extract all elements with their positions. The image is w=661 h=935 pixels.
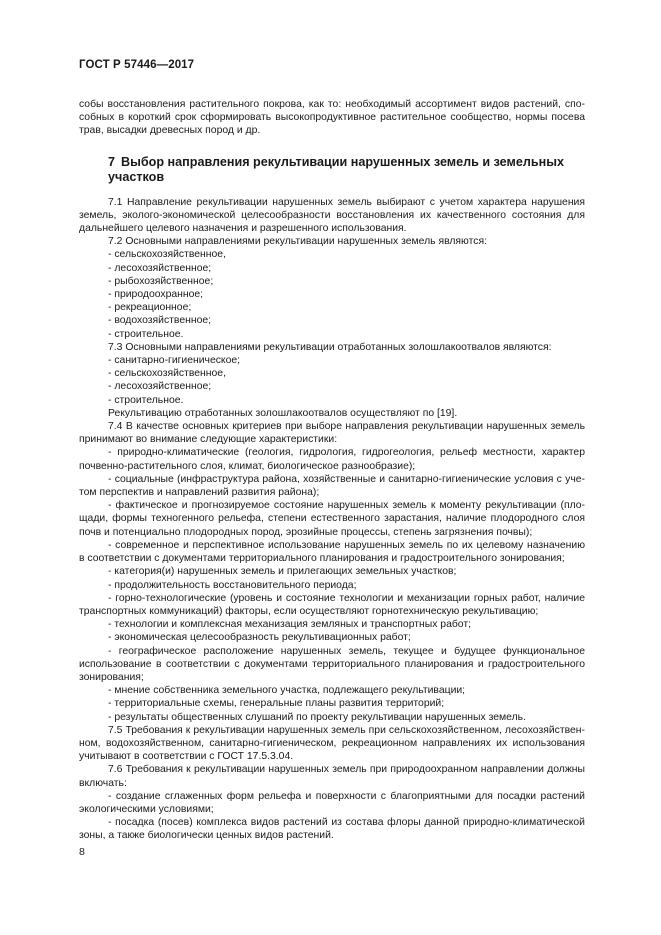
paragraph: 7.4 В качестве основных критериев при выборе направления рекультивации нарушенных земель принимают во внимание следующие характеристики:: [79, 421, 585, 446]
paragraph: - строительное.: [108, 328, 184, 340]
paragraph: собы восстановления растительного покрова, как то: необходимый ассортимент видов растений, способных в короткий срок сформировать высокопродуктивное растительное сообщество, нормы посева трав, высадки древесных пород и др.: [79, 99, 585, 137]
paragraph: 7.1 Направление рекультивации нарушенных земель выбирают с учетом характера нарушения земель, эколого-экономической целесообразности восстановления их качественного состояния для дальнейшего целевого назначения и разрешенного использования.: [79, 196, 585, 235]
paragraph: 7.2 Основными направлениями рекультивации нарушенных земель являются:: [108, 236, 487, 248]
document-code-header: ГОСТ Р 57446—2017: [79, 59, 195, 71]
paragraph: - экономическая целесообразность рекультивационных работ;: [108, 632, 411, 644]
paragraph: - лесохозяйственное;: [108, 381, 212, 393]
section-heading: [79, 155, 585, 186]
paragraph: - рекреационное;: [108, 302, 192, 314]
paragraph: - территориальные схемы, генеральные планы развития территорий;: [108, 698, 445, 710]
paragraph: - водохозяйственное;: [108, 315, 212, 327]
paragraph: 7.3 Основными направлениями рекультивации отработанных золошлакоотвалов являются:: [108, 341, 552, 353]
paragraph: - технологии и комплексная механизация земляных и транспортных работ;: [108, 619, 472, 631]
paragraph: - продолжительность восстановительного периода;: [108, 579, 357, 591]
paragraph: - природоохранное;: [108, 289, 204, 301]
paragraph: - категория(и) нарушенных земель и прилегающих земельных участков;: [108, 566, 457, 578]
page-number: 8: [79, 846, 85, 858]
paragraph: Рекультивацию отработанных золошлакоотвалов осуществляют по [19].: [108, 407, 458, 419]
section-number: 7: [108, 154, 116, 169]
paragraph: - сельскохозяйственное,: [108, 249, 226, 261]
document-body: [79, 98, 585, 843]
paragraph: - лесохозяйственное;: [108, 262, 212, 274]
paragraph: - социальные (инфраструктура района, хозяйственные и санитарно-гигиенические условия с учетом перспектив и направлений развития района);: [79, 473, 585, 499]
paragraph: - фактическое и прогнозируемое состояние нарушенных земель к моменту рекультивации (площади, формы техногенного рельефа, степени естественного зарастания, наличие плодородного слоя почв и потенциально плодородных пород, эрозийные процессы, степень загрязнения почвы);: [79, 500, 585, 538]
paragraph: - рыбохозяйственное;: [108, 275, 214, 287]
paragraph: 7.5 Требования к рекультивации нарушенных земель при сельскохозяйственном, лесохозяйственном, водохозяйственном, санитарно-гигиеническом, рекреационном направлениях их использования учитывают в соответствии с ГОСТ 17.5.3.04.: [79, 724, 585, 763]
paragraph: - природно-климатические (геология, гидрология, гидрогеология, рельеф местности, характер почвенно-растительного слоя, климат, биологическое разнообразие);: [79, 447, 585, 472]
paragraph: - создание сглаженных форм рельефа и поверхности с благоприятными для посадки растений экологическими условиями;: [79, 790, 585, 815]
paragraph: - географическое расположение нарушенных земель, текущее и будущее функциональное использование в соответствии с документами территориального планирования и градостроительного зонирования;: [79, 645, 585, 683]
paragraph: - современное и перспективное использование нарушенных земель по их целевому назначению в соответствии с документами территориального планирования и градостроительного зонирования;: [79, 539, 585, 565]
paragraph: - мнение собственника земельного участка, подлежащего рекультивации;: [108, 685, 466, 697]
paragraph: 7.6 Требования к рекультивации нарушенных земель при природоохранном направлении должны включать:: [79, 764, 585, 789]
paragraph: - строительное.: [108, 394, 184, 406]
paragraph: - горно-технологические (уровень и состояние технологии и механизации горных работ, наличие транспортных коммуникаций) факторы, если осуществляют горнотехническую рекультивацию;: [79, 592, 585, 617]
paragraph: - сельскохозяйственное,: [108, 368, 226, 380]
paragraph: - посадка (посев) комплекса видов растений из состава флоры данной природно-климатической зоны, а также биологически ценных видов растений.: [79, 817, 585, 842]
paragraph: - результаты общественных слушаний по проекту рекультивации нарушенных земель.: [108, 711, 526, 723]
paragraph: - санитарно-гигиеническое;: [108, 355, 241, 367]
section-title: Выбор направления рекультивации нарушенных земель и земельных участков: [108, 154, 564, 185]
